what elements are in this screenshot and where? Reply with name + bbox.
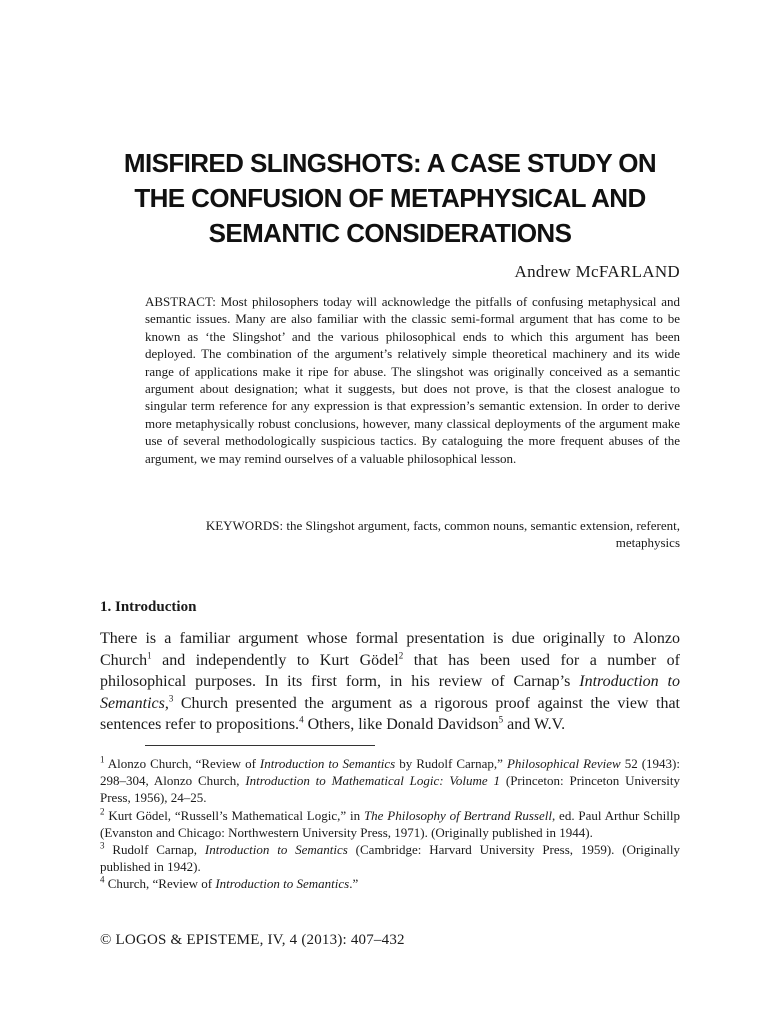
body-text: Church presented the argument as a rigorous proof against the view that sentences refer to propositions. [100,694,680,734]
footnote-ref[interactable]: 3 [168,693,174,704]
footnote-number: 2 [100,806,105,817]
footnote-4 [100,875,680,892]
body-text: Others, like Donald Davidson [303,716,499,734]
abstract: ABSTRACT: Most philosophers today will acknowledge the pitfalls of confusing metaphysical and semantic issues. Many are also familiar with the classic semi-formal argument that has come to be known as ‘the Slingshot’ and the various philosophical ends to which this argument has been deployed. The combination of the argument’s relatively simple theoretical machinery and its wide range of applications make it ripe for abuse. The slingshot was originally conceived as a semantic argument about designation; what it suggests, but does not prove, is that the closest analogue to singular term reference for any expression is that expression’s semantic extension. In order to derive more metaphysically robust conclusions, however, many classical deployments of the argument make use of several methodologically suspicious tactics. By cataloguing the more frequent abuses of the argument, we may remind ourselves of a valuable philosophical lesson. [145,294,680,466]
keywords-label: KEYWORDS: [205,518,284,533]
footnote-text: .” [349,876,359,892]
footnote-divider [145,745,375,746]
keywords-text: the Slingshot argument, facts, common nouns, semantic extension, referent, metaphysics [286,518,680,551]
title-line: THE CONFUSION OF METAPHYSICAL AND [134,183,646,213]
body-paragraph [100,628,680,736]
author-name: Andrew McFARLAND [514,262,680,281]
body-text: There is a familiar argument whose formal presentation is due originally to Alonzo Church [100,630,680,669]
footnote-ref[interactable]: 2 [398,650,404,661]
footnote-2 [100,807,680,841]
journal-footer: © LOGOS & EPISTEME, IV, 4 (2013): 407–432 [100,932,405,948]
footnote-text: (Cambridge: Harvard University Press, 1959). (Originally published in 1942). [100,842,680,875]
footnote-text: by Rudolf Carnap,” [395,756,507,771]
footnote-italic: Introduction to Mathematical Logic: Volume 1 [245,773,501,789]
footnote-italic: Introduction to Semantics [259,756,396,771]
footnote-1 [100,755,680,807]
footnote-text: , ed. Paul Arthur Schillp (Evanston and Chicago: Northwestern University Press, 1971). (Originally published in 1944). [100,807,681,840]
book-title: Introduction to Semantics [100,673,681,712]
footnote-ref[interactable]: 5 [498,715,504,726]
footnotes [100,755,680,893]
footnote-number: 3 [100,840,105,851]
footnote-text: 52 (1943): 298–304, Alonzo Church, [100,756,680,789]
footnote-text: Kurt Gödel, “Russell’s Mathematical Logic,” in [108,807,364,823]
footnote-italic: Introduction to Semantics [204,842,348,858]
footnote-3 [100,841,680,875]
footnote-text: Church, “Review of [107,876,216,892]
footnote-number: 1 [100,754,105,765]
article-title [90,146,690,251]
footnote-ref[interactable]: 4 [299,715,304,726]
body-text: and independently to Kurt Gödel [151,651,399,669]
section-heading: 1. Introduction [100,599,197,615]
footnote-ref[interactable]: 1 [147,650,152,661]
footnote-italic: Introduction to Semantics [215,876,350,892]
footnote-italic: Philosophical Review [506,756,621,771]
footnote-text: Rudolf Carnap, [112,842,205,858]
footnote-number: 4 [100,875,105,886]
title-line: SEMANTIC CONSIDERATIONS [208,218,572,248]
body-text: that has been used for a number of philosophical purposes. In its first form, in his review of Carnap’s [100,651,681,691]
footnote-text: (Princeton: Princeton University Press, 1956), 24–25. [100,773,680,806]
body-text: and W.V. [503,716,566,734]
keywords [145,517,680,552]
footnote-italic: The Philosophy of Bertrand Russell [363,807,552,823]
body-text: , [164,694,169,712]
title-line: MISFIRED SLINGSHOTS: A CASE STUDY ON [123,148,657,178]
footnote-text: Alonzo Church, “Review of [107,756,260,771]
